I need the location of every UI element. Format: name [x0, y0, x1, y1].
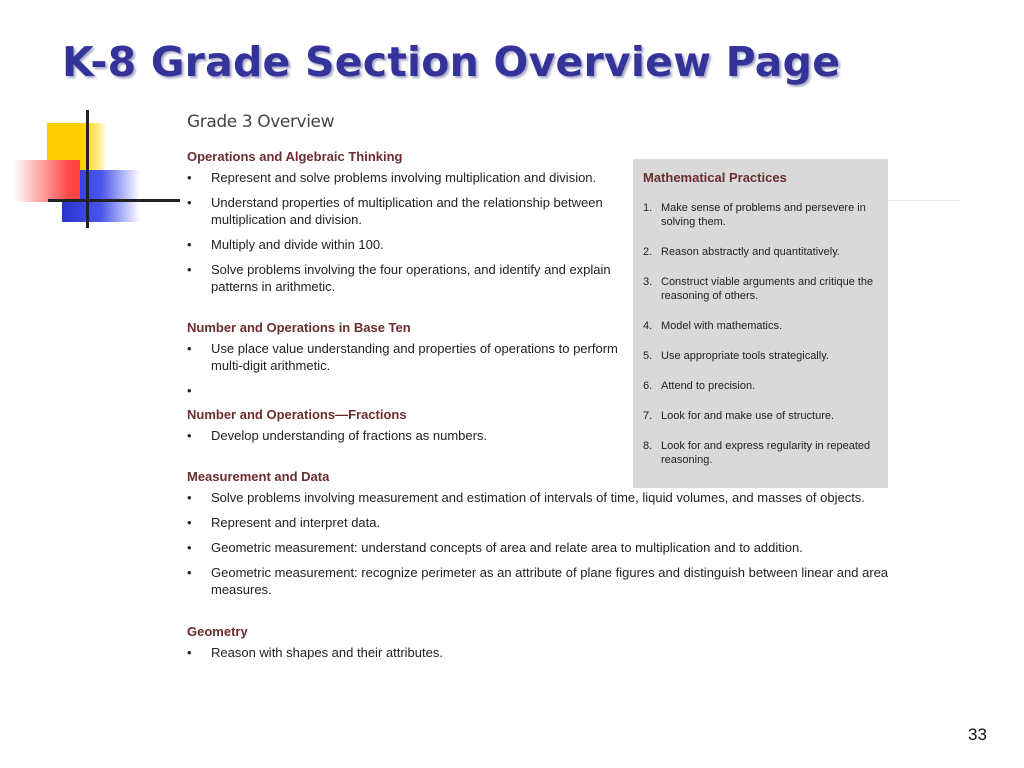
practice-item — [643, 319, 878, 333]
bullet-icon: • — [187, 170, 192, 185]
deco-red-square — [14, 160, 80, 202]
list-item — [187, 514, 907, 531]
bullet-icon: • — [187, 540, 192, 555]
list-item-text: Use place value understanding and properties of operations to perform multi-digit arithmetic. — [211, 341, 618, 373]
practice-number: 5. — [643, 350, 653, 362]
bullet-icon: • — [187, 383, 192, 398]
practice-number: 2. — [643, 246, 653, 258]
bullet-list — [187, 489, 907, 598]
practice-item — [643, 379, 878, 393]
bullet-icon: • — [187, 645, 192, 660]
section-heading: Number and Operations—Fractions — [187, 407, 407, 422]
list-item-text: Represent and interpret data. — [211, 515, 381, 530]
practices-title: Mathematical Practices — [643, 170, 787, 185]
bullet-list — [187, 644, 907, 661]
list-item-text: Understand properties of multiplication and the relationship between multiplication and division. — [211, 195, 603, 227]
bullet-icon: • — [187, 565, 192, 580]
bullet-list — [187, 427, 619, 444]
section-heading: Measurement and Data — [187, 469, 330, 484]
section-heading: Geometry — [187, 624, 248, 639]
bullet-icon: • — [187, 490, 192, 505]
practice-number: 4. — [643, 320, 653, 332]
list-item — [187, 644, 907, 661]
section-heading: Number and Operations in Base Ten — [187, 320, 411, 335]
practice-item — [643, 245, 878, 259]
list-item-text: Multiply and divide within 100. — [211, 237, 384, 252]
list-item — [187, 261, 619, 295]
bullet-icon: • — [187, 515, 192, 530]
practice-text: Look for and make use of structure. — [661, 410, 835, 422]
bullet-list — [187, 340, 619, 399]
bullet-icon: • — [187, 237, 192, 252]
practice-number: 8. — [643, 440, 653, 452]
practice-text: Reason abstractly and quantitatively. — [661, 246, 840, 258]
list-item-text: Geometric measurement: recognize perimeter as an attribute of plane figures and distinguish between linear and area measures. — [211, 565, 889, 597]
practice-item — [643, 275, 878, 303]
list-item — [187, 236, 619, 253]
grade-overview-title: Grade 3 Overview — [187, 112, 335, 132]
section-heading: Operations and Algebraic Thinking — [187, 149, 403, 164]
slide-title: K-8 Grade Section Overview Page — [62, 38, 841, 86]
bullet-icon: • — [187, 195, 192, 210]
list-item — [187, 169, 619, 186]
bullet-icon: • — [187, 262, 192, 277]
practice-text: Look for and express regularity in repeated reasoning. — [661, 440, 871, 466]
practice-number: 3. — [643, 276, 653, 288]
page-number: 33 — [968, 725, 987, 744]
section-measurement-and-data — [187, 469, 907, 598]
practice-text: Attend to precision. — [661, 380, 756, 392]
list-item — [187, 564, 907, 598]
list-item-text: Solve problems involving measurement and estimation of intervals of time, liquid volumes, and masses of objects. — [211, 490, 865, 505]
bullet-icon: • — [187, 428, 192, 443]
decorative-corner-graphic — [0, 0, 170, 240]
mathematical-practices-panel — [633, 159, 888, 488]
practice-item — [643, 349, 878, 363]
list-item — [187, 539, 907, 556]
list-item-text: Represent and solve problems involving multiplication and division. — [211, 170, 597, 185]
deco-vertical-line — [86, 110, 89, 228]
bullet-icon: • — [187, 341, 192, 356]
list-item — [187, 340, 619, 374]
practice-item — [643, 409, 878, 423]
practice-text: Use appropriate tools strategically. — [661, 350, 829, 362]
list-item-text: Geometric measurement: understand concepts of area and relate area to multiplication and to addition. — [211, 540, 803, 555]
deco-horizontal-line — [48, 199, 180, 202]
list-item-text: Reason with shapes and their attributes. — [211, 645, 443, 660]
list-item — [187, 194, 619, 228]
bullet-list — [187, 169, 619, 295]
list-item — [187, 427, 619, 444]
practice-text: Model with mathematics. — [661, 320, 783, 332]
practice-text: Construct viable arguments and critique the reasoning of others. — [661, 276, 874, 302]
practice-item — [643, 201, 878, 229]
practice-item — [643, 439, 878, 467]
practice-number: 1. — [643, 202, 653, 214]
section-geometry — [187, 624, 907, 661]
list-item-empty — [187, 382, 619, 399]
list-item — [187, 489, 907, 506]
practice-number: 6. — [643, 380, 653, 392]
list-item-text: Solve problems involving the four operations, and identify and explain patterns in arithmetic. — [211, 262, 611, 294]
practice-text: Make sense of problems and persevere in solving them. — [661, 202, 866, 228]
practice-number: 7. — [643, 410, 653, 422]
list-item-text: Develop understanding of fractions as numbers. — [211, 428, 488, 443]
